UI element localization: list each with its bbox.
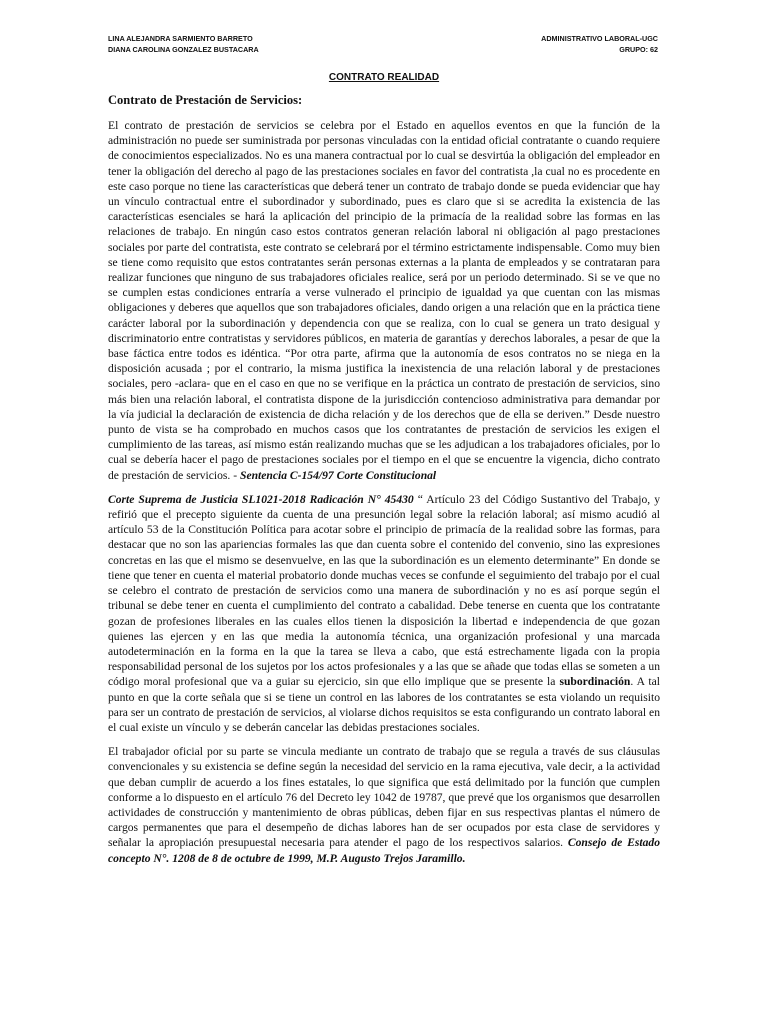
author-1: LINA ALEJANDRA SARMIENTO BARRETO: [108, 34, 253, 43]
paragraph-1-text: El contrato de prestación de servicios se celebra por el Estado en aquellos eventos en que la función de la administración no puede ser suministrada por personas vinculadas con la entidad oficial contratante o cuando requiere de conocimientos especializados. No es una manera contractual por lo cual se desvirtúa la obligación del empleador en tener la obligación del derecho al pago de las prestaciones sociales en favor del contratista ,la cual no es procedente en este caso porque no tiene las características que deberá tener un contrato de trabajo donde se pueda evidenciar que hay un vínculo contractual entre el subordinador y subordinado, pues es claro que si se acredita la existencia de las características esenciales se hará la aplicación del principio de la primacía de la realidad sobre las formas en las relaciones de trabajo. En ningún caso estos contratos generan relación laboral ni obligación al pago prestaciones sociales por parte del contratista, este contrato se celebrará por el término estrictamente indispensable. Como muy bien se tiene como requisito que estos contratantes serán personas externas a la planta de empleados y se contrataran para realizar funciones que ninguno de sus trabajadores oficiales realice, será por un periodo determinado. Si se ve que no se cumplen estas condiciones entraría a verse vulnerado el principio de igualdad ya que cuentan con las mismas obligaciones y deberes que aquellos que son trabajadores oficiales, dando origen a una relación que en la práctica tiene carácter laboral por la subordinación y dependencia con que se realiza, con lo cual se genera un trato desigual y discriminatorio entre contratistas y servidores públicos, en materia de garantías y derechos laborales, a pesar de que la base fáctica entre todos es idéntica. “Por otra parte, afirma que la autonomía de esos contratos no se niega en la disposición acusada ; por el contrario, la misma justifica la inexistencia de una relación laboral y de prestaciones sociales, pero -aclara- que en el caso en que no se verifique en la práctica un contrato de prestación de servicios, sino más bien una relación laboral, el contratista dispone de la jurisdicción contencioso administrativa para demandar por la vía judicial la declaración de existencia de dicha relación y de los derechos que de ella se deriven.” Desde nuestro punto de vista se ha comprobado en muchos casos que los contratantes de prestación de servicios les exigen el cumplimiento de las tareas, así mismo están realizando muchas que se les adjudican a los trabajadores oficiales, por lo cual se debería hacer el pago de prestaciones sociales por el tiempo en el que se encuentre la vigencia, dicho contrato de prestación de servicios. -: [108, 119, 660, 482]
paragraph-3-citation: Consejo de Estado concepto N°. 1208 de 8 de octubre de 1999, M.P. Augusto Trejos Jaramillo.: [108, 836, 660, 865]
document-body: [108, 118, 660, 875]
paragraph-2-text-b: . A tal punto en que la corte señala que si se tiene un control en las labores de los contratantes se esta violando un requisito para ser un contrato de prestación de servicios, al violarse dichos requisitos se esta configurando un contrato laboral en el cual existe un vínculo y se deberán cancelar las debidas prestaciones sociales.: [108, 675, 660, 734]
course-name: ADMINISTRATIVO LABORAL-UGC: [541, 34, 658, 43]
group-number: GRUPO: 62: [619, 45, 658, 54]
paragraph-2-text-a: “ Artículo 23 del Código Sustantivo del Trabajo, y refirió que el precepto siguiente da cuenta de una presunción legal sobre la relación laboral; así mismo acudió al artículo 53 de la Constitución Política para acotar sobre el principio de primacía de la realidad sobre las formas, para destacar que no son las apariencias formales las que dan cuenta sobre el contenido del convenio, sino las expresiones concretas en las que el mismo se desenvuelve, en las que la subordinación es un elemento determinante” En donde se tiene que tener en cuenta el material probatorio donde muchas veces se confunde el seguimiento del trabajo por el cual se celebro el contrato de prestación de servicios como una manera de subordinación y no es así porque según el tribunal se debe tener en cuenta el cumplimiento del contrato a cabalidad. Debe tenerse en cuenta que los contratante gozan de profesiones liberales en las cuales ellos tienen la disposición la libertad e independencia de que gozan quienes las ejercen y en las que media la autonomía técnica, una organización profesional y una marcada autodeterminación en la forma en la que la tarea se lleva a cabo, que está estrechamente ligada con la propia responsabilidad personal de los sujetos por los actos profesionales y a las que se añade que todas ellas se someten a un código moral profesional que va a guiar su ejercicio, sin que ello implique que se presente la: [108, 492, 660, 689]
paragraph-3-text: El trabajador oficial por su parte se vincula mediante un contrato de trabajo que se regula a través de sus cláusulas convencionales y su existencia se define según la necesidad del servicio en la rama ejecutiva, vale decir, a la actividad que deban cumplir de acuerdo a los fines estatales, lo que significa que está delimitado por la función que cumplen conforme a lo dispuesto en el artículo 76 del Decreto ley 1042 de 19787, que prevé que los organismos que desarrollen actividades de construcción y mantenimiento de obras públicas, deben fijar en sus respectivas plantas el número de cargos permanentes que para el desempeño de dichas labores han de ser ocupados por esta clase de servidores y señalar la apropiación presupuestal necesaria para atender el pago de los respectivos salarios.: [108, 745, 660, 850]
paragraph-2-bold-term: subordinación: [559, 675, 631, 689]
section-subtitle: Contrato de Prestación de Servicios:: [108, 93, 303, 107]
paragraph-2: [108, 492, 660, 735]
paragraph-1: [108, 118, 660, 483]
paragraph-3: [108, 744, 660, 866]
document-title: CONTRATO REALIDAD: [328, 72, 440, 83]
paragraph-1-citation: Sentencia C-154/97 Corte Constitucional: [240, 468, 437, 482]
author-2: DIANA CAROLINA GONZALEZ BUSTACARA: [108, 45, 259, 54]
header-row-2: [108, 44, 658, 55]
header-row-1: [108, 33, 658, 44]
paragraph-2-citation: Corte Suprema de Justicia SL1021-2018 Radicación N° 45430: [108, 492, 414, 506]
page-header: [108, 33, 658, 55]
